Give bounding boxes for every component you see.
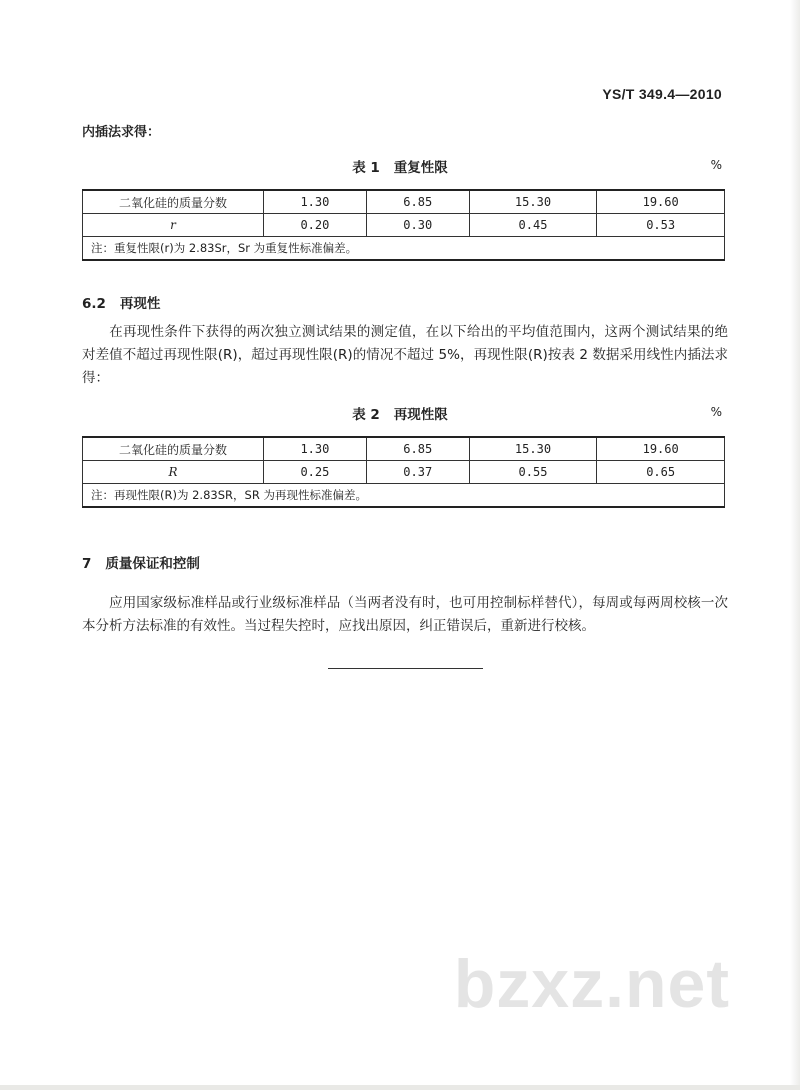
section-7-body: 应用国家级标准样品或行业级标准样品（当两者没有时，也可用控制标样替代），每周或每两周校核一次本分析方法标准的有效性。当过程失控时，应找出原因，纠正错误后，重新进行校核。 [82, 595, 728, 634]
table-row [83, 437, 725, 461]
table-row [83, 214, 725, 237]
table2-note: 注：再现性限(R)为 2.83SR，SR 为再现性标准偏差。 [83, 484, 725, 508]
table-cell: 0.53 [597, 214, 725, 237]
section-7-paragraph [82, 592, 728, 638]
table1-limit-symbol: r [83, 214, 264, 237]
section-6-2-paragraph [82, 321, 728, 390]
table-cell: 15.30 [469, 190, 597, 214]
table-cell: 6.85 [366, 437, 469, 461]
table-cell: 1.30 [264, 437, 367, 461]
watermark: bzxz.net [453, 946, 730, 1022]
table1-unit: % [710, 158, 722, 172]
end-rule [328, 668, 483, 669]
table2-row-header: 二氧化硅的质量分数 [83, 437, 264, 461]
table1-number: 表 1 [352, 160, 380, 176]
table2 [82, 436, 725, 508]
page-bottom-edge [0, 1085, 800, 1090]
table-cell: 0.30 [366, 214, 469, 237]
table1-caption [0, 156, 800, 176]
section-number: 6.2 [82, 296, 106, 312]
table-cell: 0.65 [597, 461, 725, 484]
table2-unit: % [710, 405, 722, 419]
table-cell: 0.37 [366, 461, 469, 484]
table2-title: 再现性限 [393, 407, 448, 423]
table-cell: 0.25 [264, 461, 367, 484]
page-edge-shadow [790, 0, 800, 1090]
table-row [83, 237, 725, 261]
table1-note: 注：重复性限(r)为 2.83Sr，Sr 为重复性标准偏差。 [83, 237, 725, 261]
table-cell: 0.20 [264, 214, 367, 237]
standard-code: YS/T 349.4—2010 [602, 86, 722, 102]
section-6-2-heading [82, 292, 160, 312]
table-cell: 19.60 [597, 190, 725, 214]
section-7-heading [82, 552, 200, 572]
section-title: 质量保证和控制 [105, 556, 200, 572]
table-cell: 19.60 [597, 437, 725, 461]
table-cell: 0.55 [469, 461, 597, 484]
table-row [83, 484, 725, 508]
table-row [83, 190, 725, 214]
section-title: 再现性 [119, 296, 161, 312]
intro-line: 内插法求得： [82, 125, 161, 140]
table2-caption [0, 403, 800, 423]
table-cell: 15.30 [469, 437, 597, 461]
table2-limit-symbol: R [83, 461, 264, 484]
section-number: 7 [82, 556, 92, 572]
table-cell: 6.85 [366, 190, 469, 214]
section-6-2-body: 在再现性条件下获得的两次独立测试结果的测定值，在以下给出的平均值范围内，这两个测试结果的绝对差值不超过再现性限(R)，超过再现性限(R)的情况不超过 5%，再现性限(R)按表 2 数据采用线性内插法求得： [82, 324, 728, 386]
table1-row-header: 二氧化硅的质量分数 [83, 190, 264, 214]
table-row [83, 461, 725, 484]
table-cell: 0.45 [469, 214, 597, 237]
table2-number: 表 2 [352, 407, 380, 423]
table-cell: 1.30 [264, 190, 367, 214]
table1-title: 重复性限 [393, 160, 448, 176]
table1 [82, 189, 725, 261]
